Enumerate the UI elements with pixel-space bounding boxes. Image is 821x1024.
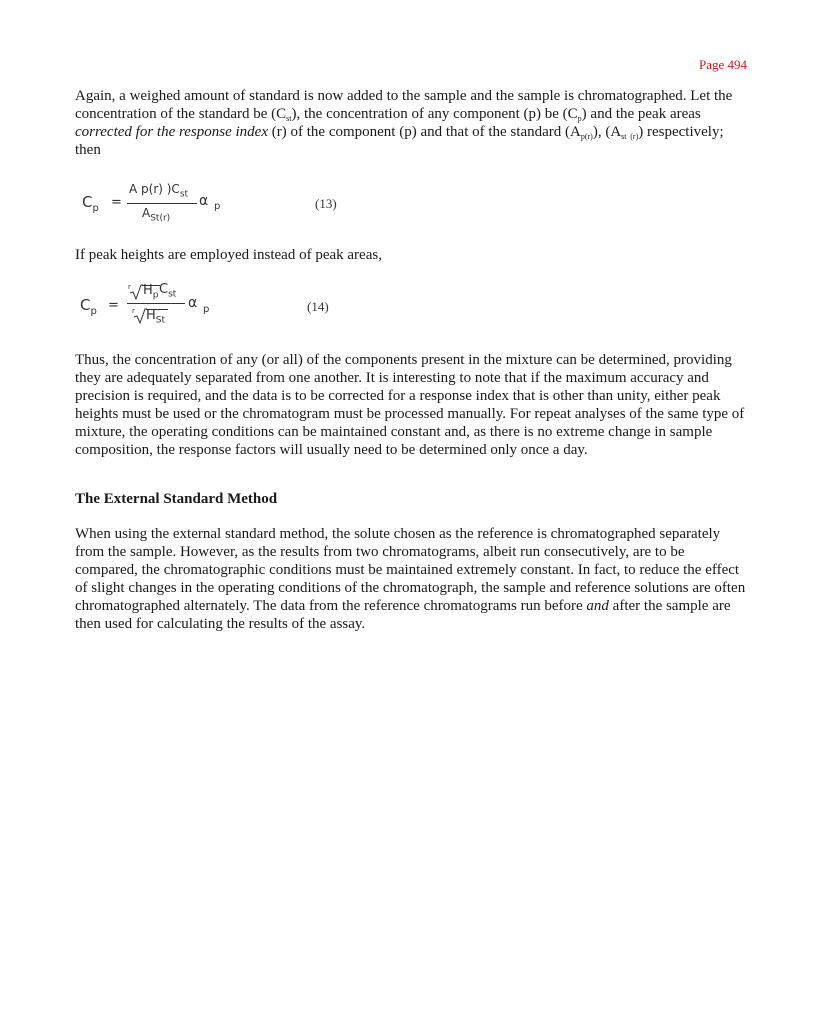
equation-number: (14): [307, 299, 329, 314]
radical-sign-denominator: [133, 308, 147, 324]
paragraph-external-standard: When using the external standard method, the solute chosen as the reference is chromatographed separately from the sample. However, as the results from two chromatograms, albeit run consecutively, are to be compared, the chromatographic conditions must be maintained extremely constant. In fact, to reduce the effect of slight changes in the operating conditions of the chromatograph, the sample and reference solutions are often chromatographed alternately. The data from the reference chromatograms run before and after the sample are then used for calculating the results of the assay.: [75, 526, 746, 632]
paragraph-determination: Thus, the concentration of any (or all) of the components present in the mixture can be determined, providing they are adequately separated from one another. It is interesting to note that if the maximum accuracy and precision is required, and the data is to be corrected for a response index that is other than unity, either peak heights must be used or the chromatogram must be processed manually. For repeat analyses of the same type of mixture, the operating conditions can be maintained constant and, as there is no extreme change in sample composition, the response factors will usually need to be determined only once a day.: [75, 352, 745, 458]
radical-sign-numerator: [129, 284, 143, 300]
equation-number: (13): [315, 196, 337, 211]
paragraph-peak-heights: If peak heights are employed instead of peak areas,: [75, 247, 382, 263]
paragraph-intro: Again, a weighed amount of standard is now added to the sample and the sample is chromatographed. Let the concentration of the standard be $(C_{st})$, the concentration of any component (p) be $(C_p)$ and the peak areas corrected for the response index (r) of the component (p) and that of the standard $(A_{p(r)})$, ($A_{st}$ $_{(r)}$) respectively; then: [75, 88, 733, 158]
section-heading: The External Standard Method: [75, 491, 278, 507]
page-number: Page 494: [698, 57, 747, 72]
